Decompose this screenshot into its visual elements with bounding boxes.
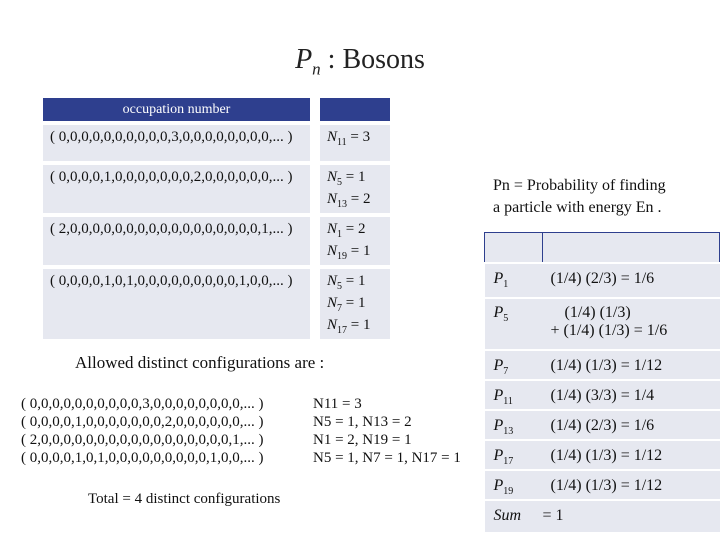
config-cell: ( 0,0,0,0,1,0,1,0,0,0,0,0,0,0,0,0,1,0,0,... ) <box>43 269 310 339</box>
table-row: Sum = 1 <box>485 500 720 532</box>
result-cell: $N_1 = 2$ $N_{19} = 1$ <box>320 217 390 265</box>
table-row <box>43 217 390 265</box>
result-cell: $N_5 = 1$ $N_{13} = 2$ <box>320 165 390 213</box>
config-cell: ( 2,0,0,0,0,0,0,0,0,0,0,0,0,0,0,0,0,0,1,... ) <box>43 217 310 265</box>
list-item: ( 2,0,0,0,0,0,0,0,0,0,0,0,0,0,0,0,0,0,1,... ) <box>21 432 264 448</box>
probability-definition <box>493 175 718 219</box>
list-item: ( 0,0,0,0,1,0,1,0,0,0,0,0,0,0,0,0,1,0,0,... ) <box>21 450 264 466</box>
slide-title <box>0 44 720 80</box>
prob-header-value <box>543 233 720 264</box>
table-row <box>43 269 390 339</box>
occupation-table <box>43 98 390 339</box>
definition-line-2: a particle with energy En . <box>493 199 662 216</box>
list-item: N11 = 3 <box>313 396 362 412</box>
table-row: $P_5$ (1/4) (1/3) + (1/4) (1/3) = 1/6 <box>485 298 720 350</box>
list-item: N5 = 1, N7 = 1, N17 = 1 <box>313 450 461 466</box>
occupation-header: occupation number <box>43 98 310 121</box>
table-row: $P_{13}$ (1/4) (2/3) = 1/6 <box>485 410 720 440</box>
table-row <box>43 165 390 213</box>
title-text: : Bosons <box>320 44 425 75</box>
config-cell: ( 0,0,0,0,0,0,0,0,0,0,3,0,0,0,0,0,0,0,0,... ) <box>43 125 310 161</box>
table-row: $P_1$ (1/4) (2/3) = 1/6 <box>485 263 720 298</box>
table-row: $P_7$ (1/4) (1/3) = 1/12 <box>485 350 720 380</box>
result-header <box>320 98 390 121</box>
title-subscript: n <box>312 59 321 79</box>
table-row: $P_{11}$ (1/4) (3/3) = 1/4 <box>485 380 720 410</box>
table-row: $P_{19}$ (1/4) (1/3) = 1/12 <box>485 470 720 500</box>
allowed-heading: Allowed distinct configurations are : <box>75 353 325 372</box>
list-item: N1 = 2, N19 = 1 <box>313 432 412 448</box>
total-text: Total = 4 distinct configurations <box>88 491 281 507</box>
allowed-result-list <box>313 395 461 467</box>
list-item: N5 = 1, N13 = 2 <box>313 414 412 430</box>
list-item: ( 0,0,0,0,1,0,0,0,0,0,0,0,2,0,0,0,0,0,0,... ) <box>21 414 264 430</box>
table-row: $P_{17}$ (1/4) (1/3) = 1/12 <box>485 440 720 470</box>
config-cell: ( 0,0,0,0,1,0,0,0,0,0,0,0,2,0,0,0,0,0,0,... ) <box>43 165 310 213</box>
result-cell: $N_{11} = 3$ <box>320 125 390 161</box>
result-cell: $N_5 = 1$ $N_7 = 1$ $N_{17} = 1$ <box>320 269 390 339</box>
definition-line-1: Pn = Probability of finding <box>493 177 666 194</box>
allowed-config-list <box>21 395 264 467</box>
title-symbol: P <box>295 44 313 75</box>
probability-table <box>484 232 720 532</box>
prob-header-label <box>485 233 543 264</box>
table-row <box>43 125 390 161</box>
list-item: ( 0,0,0,0,0,0,0,0,0,0,3,0,0,0,0,0,0,0,0,... ) <box>21 396 264 412</box>
